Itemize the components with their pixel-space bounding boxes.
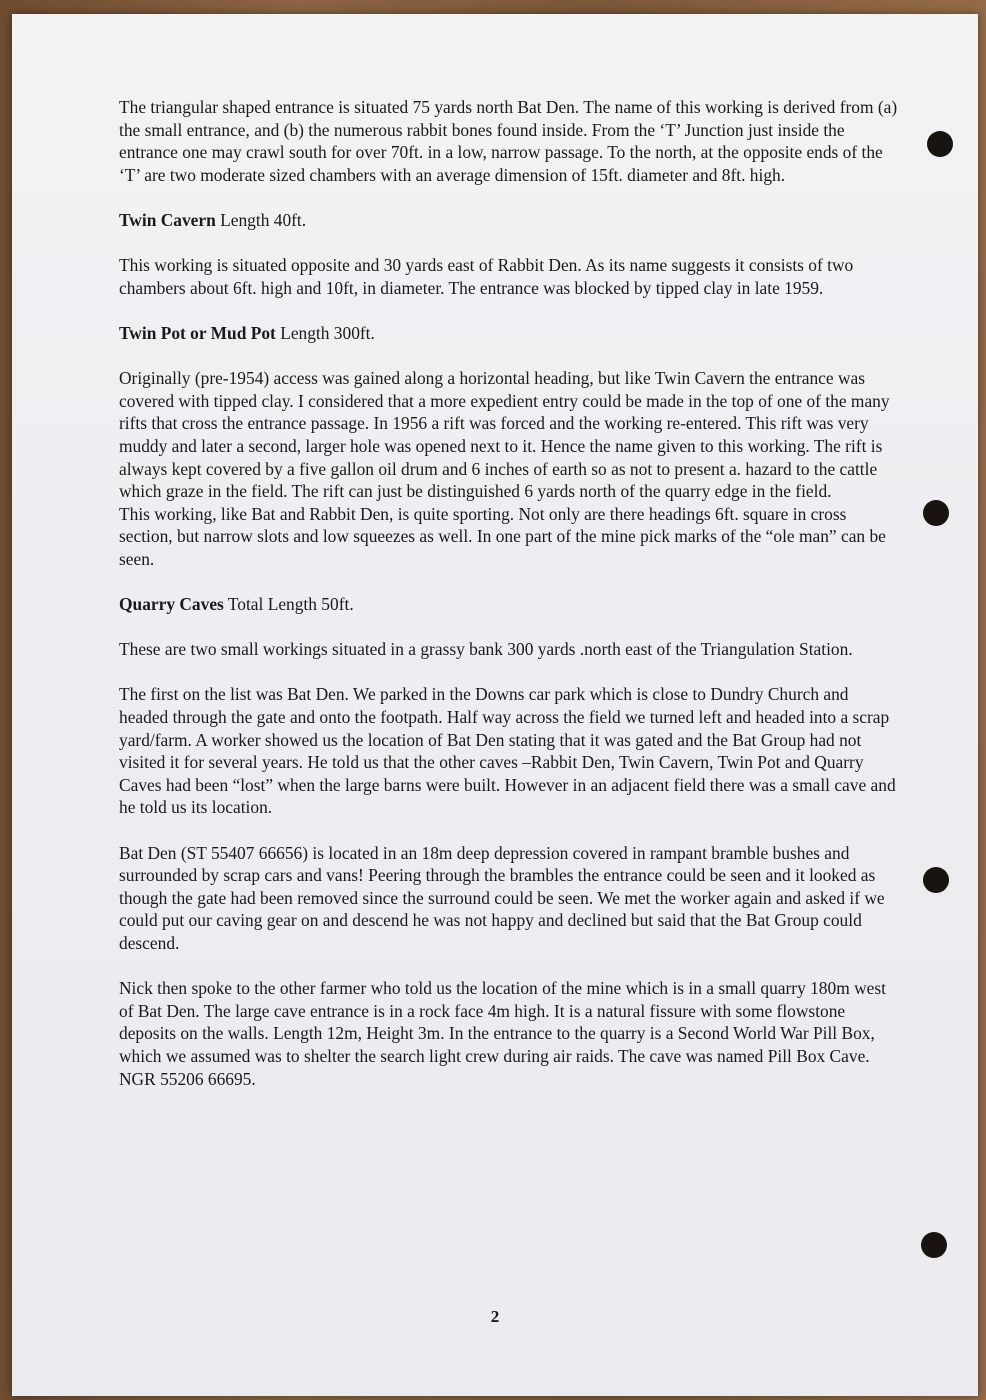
paragraph-twin-cavern: This working is situated opposite and 30 yards east of Rabbit Den. As its name suggests it consists of two chambers about 6ft. high and 10ft, in diameter. The entrance was blocked by tipped clay in late 1959.: [119, 255, 854, 298]
punch-hole-1: [927, 131, 953, 157]
paragraph-twin-pot-2: This working, like Bat and Rabbit Den, is quite sporting. Not only are there headings 6ft. square in cross section, but narrow slots and low squeezes as well. In one part of the mine pick marks of the “ole man” can be seen.: [119, 503, 886, 569]
heading-twin-cavern: [119, 209, 899, 232]
paragraph-bat-den-location: Bat Den (ST 55407 66656) is located in an 18m deep depression covered in rampant bramble bushes and surrounded by scrap cars and vans! Peering through the brambles the entrance could be seen and it looked as though the gate had been removed since the surround could be seen. We met the worker again and asked if we could put our caving gear on and descend he was not happy and declined but said that the Bat Group could descend.: [119, 842, 885, 953]
heading-quarry-caves: [119, 593, 899, 616]
page-number: 2: [490, 1307, 500, 1326]
paragraph-quarry-caves: These are two small workings situated in a grassy bank 300 yards .north east of the Triangulation Station.: [119, 639, 853, 660]
punch-hole-4: [921, 1232, 947, 1258]
heading-twin-pot-name: Twin Pot or Mud Pot: [119, 322, 276, 343]
paragraph-twin-pot-1: Originally (pre-1954) access was gained along a horizontal heading, but like Twin Cavern the entrance was covered with tipped clay. I considered that a more expedient entry could be made in the top of one of the many rifts that cross the entrance passage. In 1956 a rift was forced and the working re-entered. This rift was very muddy and later a second, larger hole was opened next to it. Hence the name given to this working. The rift is always kept covered by a five gallon oil drum and 6 inches of earth so as not to present a. hazard to the cattle which graze in the field. The rift can just be distinguished 6 yards north of the quarry edge in the field.: [119, 368, 890, 502]
document-page: [12, 14, 978, 1396]
heading-quarry-caves-name: Quarry Caves: [119, 594, 224, 615]
heading-twin-pot: [119, 322, 899, 345]
punch-hole-2: [923, 500, 949, 526]
paragraph-rabbit-den: The triangular shaped entrance is situated 75 yards north Bat Den. The name of this working is derived from (a) the small entrance, and (b) the numerous rabbit bones found inside. From the ‘T’ Junction just inside the entrance one may crawl south for over 70ft. in a low, narrow passage. To the north, at the opposite ends of the ‘T’ are two moderate sized chambers with an average dimension of 15ft. diameter and 8ft. high.: [119, 97, 898, 185]
heading-quarry-caves-length: Total Length 50ft.: [227, 594, 354, 615]
document-body: [119, 96, 899, 1113]
heading-twin-cavern-name: Twin Cavern: [119, 209, 216, 230]
heading-twin-cavern-length: Length 40ft.: [220, 209, 307, 230]
punch-hole-3: [923, 867, 949, 893]
paragraph-visit-bat-den: The first on the list was Bat Den. We parked in the Downs car park which is close to Dundry Church and headed through the gate and onto the footpath. Half way across the field we turned left and headed into a scrap yard/farm. A worker showed us the location of Bat Den stating that it was gated and the Bat Group had not visited it for several years. He told us that the other caves –Rabbit Den, Twin Cavern, Twin Pot and Quarry Caves had been “lost” when the large barns were built. However in an adjacent field there was a small cave and he told us its location.: [119, 684, 896, 818]
paragraph-pill-box-cave: Nick then spoke to the other farmer who told us the location of the mine which is in a small quarry 180m west of Bat Den. The large cave entrance is in a rock face 4m high. It is a natural fissure with some flowstone deposits on the walls. Length 12m, Height 3m. In the entrance to the quarry is a Second World War Pill Box, which we assumed was to shelter the search light crew during air raids. The cave was named Pill Box Cave. NGR 55206 66695.: [119, 978, 886, 1089]
heading-twin-pot-length: Length 300ft.: [280, 322, 375, 343]
